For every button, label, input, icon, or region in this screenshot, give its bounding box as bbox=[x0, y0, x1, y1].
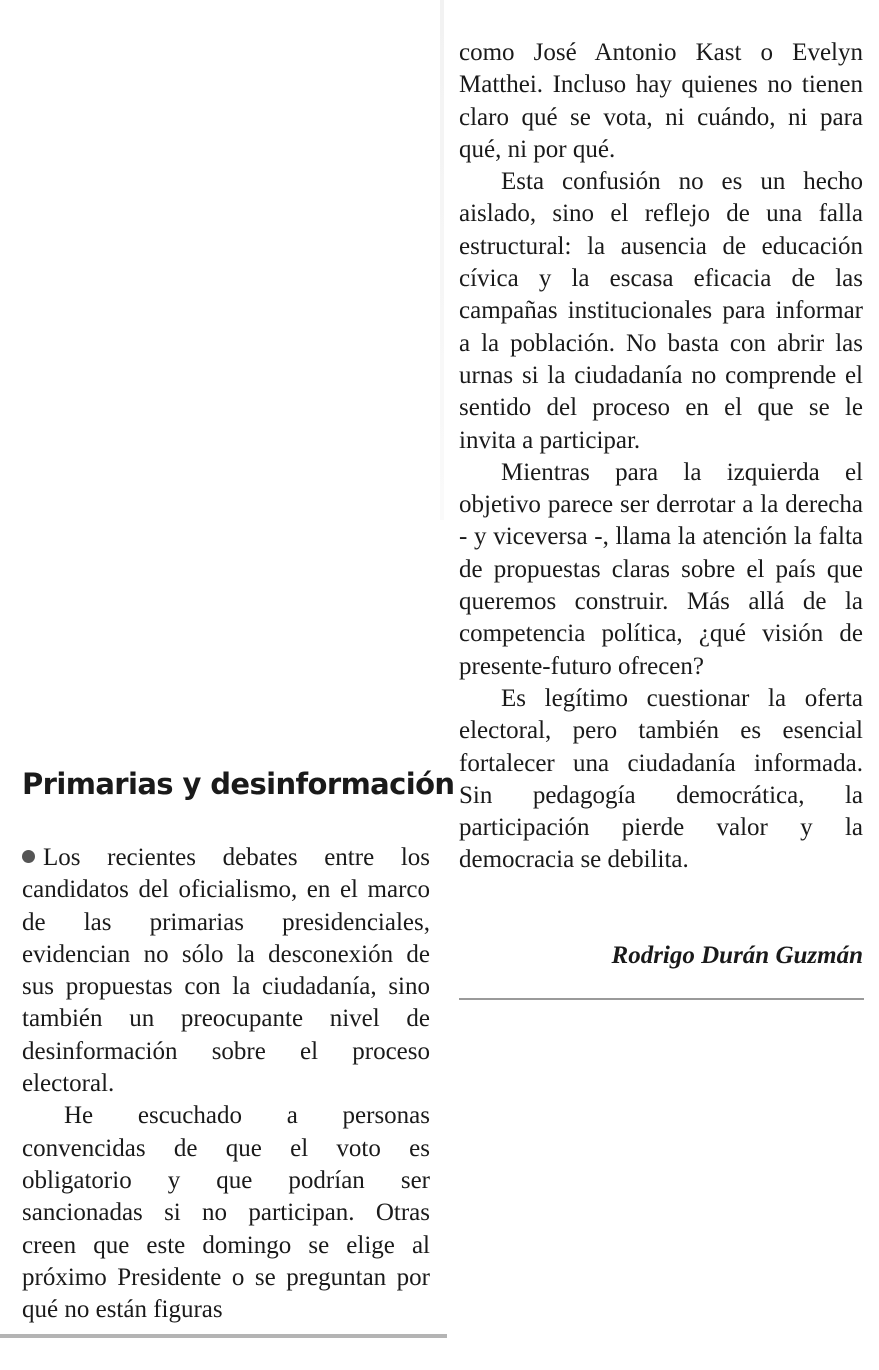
column-gutter bbox=[440, 0, 444, 520]
letter-paragraph: Mientras para la izquierda el objetivo parece ser derrotar a la derecha - y viceversa -, llama la atención la falta de propuestas claras sobre el país que queremos construir. Más allá de la competencia política, ¿qué visión de presente-futuro ofrecen? bbox=[459, 458, 863, 680]
letter-headline: Primarias y desinformación bbox=[22, 767, 455, 801]
letter-paragraph: como José Antonio Kast o Evelyn Matthei. Incluso hay quienes no tienen claro qué se vota, ni cuándo, ni para qué, ni por qué. bbox=[459, 39, 863, 163]
letter-signature: Rodrigo Durán Guzmán bbox=[611, 942, 863, 969]
divider-rule bbox=[459, 998, 864, 1000]
letter-paragraph: He escuchado a personas convencidas de que el voto es obligatorio y que podrían ser sancionadas si no participan. Otras creen que este domingo se elige al próximo Presidente o se preguntan por qué no están figuras bbox=[22, 1102, 430, 1324]
letter-paragraph: Esta confusión no es un hecho aislado, sino el reflejo de una falla estructural: la ausencia de educación cívica y la escasa eficacia de las campañas institucionales para informar a la población. No basta con abrir las urnas si la ciudadanía no comprende el sentido del proceso en el que se le invita a participar. bbox=[459, 168, 863, 454]
bottom-rule bbox=[0, 1334, 447, 1338]
letter-paragraph-text: Los recientes debates entre los candidatos del oficialismo, en el marco de las primarias presidenciales, evidencian no sólo la desconexión de sus propuestas con la ciudadanía, sino también un preocupante nivel de desinformación sobre el proceso electoral. bbox=[22, 844, 430, 1098]
bullet-dot-icon bbox=[22, 850, 35, 863]
letter-paragraph: Es legítimo cuestionar la oferta electoral, pero también es esencial fortalecer una ciudadanía informada. Sin pedagogía democrática, la participación pierde valor y la democracia se debilita. bbox=[459, 684, 863, 874]
letter-lead-paragraph bbox=[22, 842, 430, 1100]
letter-column-right bbox=[459, 37, 863, 877]
letter-column-left bbox=[22, 842, 430, 1326]
